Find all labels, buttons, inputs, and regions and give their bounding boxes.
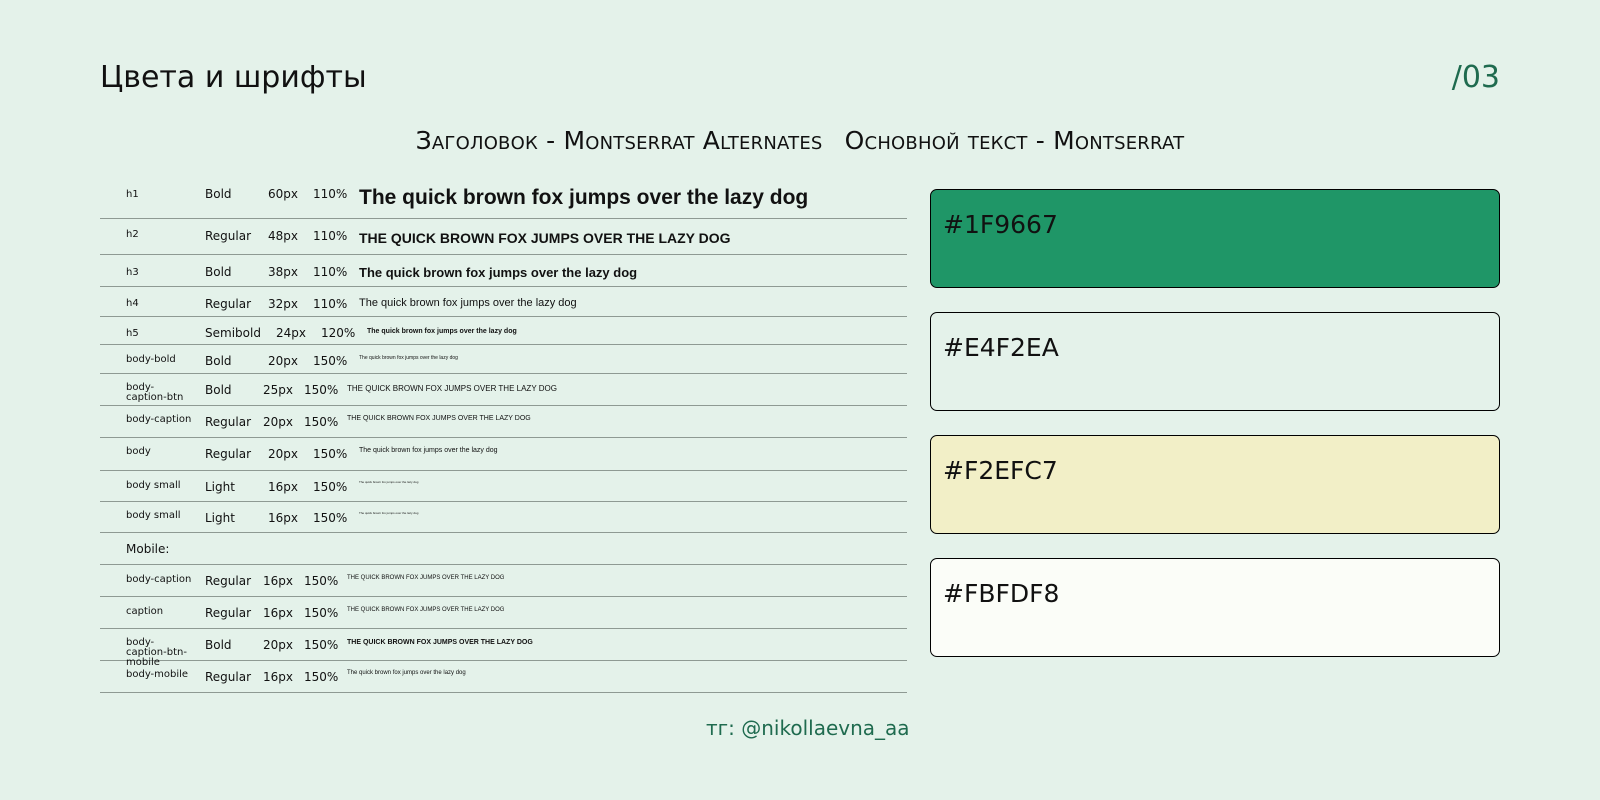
style-name: h3 [126, 267, 139, 278]
color-hex-label: #FBFDF8 [943, 579, 1060, 608]
style-sample: THE QUICK BROWN FOX JUMPS OVER THE LAZY DOG [347, 639, 533, 646]
typography-row [100, 438, 907, 471]
style-line-height: 150% [313, 511, 348, 525]
style-line-height: 150% [313, 480, 348, 494]
style-weight: Bold [205, 383, 232, 397]
style-sample: The quick brown fox jumps over the lazy dog [359, 447, 498, 454]
style-size: 25px [263, 383, 293, 397]
color-swatch [930, 189, 1500, 288]
typography-row [100, 502, 907, 533]
style-line-height: 110% [313, 265, 348, 279]
style-weight: Regular [205, 606, 252, 620]
style-sample: THE QUICK BROWN FOX JUMPS OVER THE LAZY DOG [347, 415, 531, 422]
style-weight: Bold [205, 187, 232, 201]
style-line-height: 150% [313, 447, 348, 461]
style-sample: The quick brown fox jumps over the lazy dog [359, 265, 638, 280]
page-number: /03 [1451, 60, 1500, 95]
typography-row [100, 406, 907, 438]
style-line-height: 150% [304, 574, 339, 588]
style-sample: The quick brown fox jumps over the lazy dog [359, 186, 809, 209]
style-name: body-caption [126, 574, 192, 585]
style-sample: The quick brown fox jumps over the lazy dog [347, 670, 466, 676]
body-font-label: Основной текст - Montserrat [844, 126, 1185, 155]
style-size: 16px [263, 606, 293, 620]
style-sample: THE QUICK BROWN FOX JUMPS OVER THE LAZY DOG [347, 575, 505, 581]
style-sample: THE QUICK BROWN FOX JUMPS OVER THE LAZY DOG [347, 384, 557, 393]
typography-row [100, 597, 907, 629]
style-name: body small [126, 480, 181, 491]
style-name: h4 [126, 298, 139, 309]
style-sample: The quick brown fox jumps over the lazy dog [367, 328, 517, 335]
style-sample: THE QUICK BROWN FOX JUMPS OVER THE LAZY DOG [347, 607, 505, 613]
style-size: 16px [263, 574, 293, 588]
style-weight: Regular [205, 574, 252, 588]
style-name: body-mobile [126, 669, 189, 680]
style-name: h1 [126, 189, 139, 200]
typography-row [100, 661, 907, 693]
style-name: body small [126, 510, 181, 521]
style-size: 48px [268, 229, 298, 243]
style-line-height: 110% [313, 297, 348, 311]
typography-row [100, 287, 907, 317]
style-name: caption [126, 606, 164, 617]
style-line-height: 120% [321, 326, 356, 340]
style-name: body-caption [126, 414, 192, 425]
typography-row [100, 345, 907, 374]
style-line-height: 110% [313, 229, 348, 243]
color-hex-label: #F2EFC7 [943, 456, 1058, 485]
mobile-section-row [100, 533, 907, 565]
typography-row [100, 255, 907, 287]
typography-row [100, 317, 907, 345]
style-weight: Light [205, 480, 235, 494]
style-sample: The quick brown fox jumps over the lazy dog [359, 480, 419, 484]
style-size: 60px [268, 187, 298, 201]
style-line-height: 150% [313, 354, 348, 368]
style-name: body [126, 446, 151, 457]
style-size: 20px [268, 354, 298, 368]
style-line-height: 110% [313, 187, 348, 201]
color-hex-label: #1F9667 [943, 210, 1058, 239]
style-size: 16px [268, 511, 298, 525]
style-weight: Regular [205, 297, 252, 311]
color-swatch [930, 435, 1500, 534]
style-weight: Regular [205, 229, 252, 243]
style-name: body-caption-btn-mobile [126, 637, 187, 668]
style-size: 20px [263, 415, 293, 429]
typography-row [100, 471, 907, 502]
style-sample: The quick brown fox jumps over the lazy dog [359, 511, 419, 515]
style-sample: The quick brown fox jumps over the lazy dog [359, 297, 577, 309]
style-size: 32px [268, 297, 298, 311]
style-size: 16px [263, 670, 293, 684]
style-size: 38px [268, 265, 298, 279]
typography-row [100, 219, 907, 255]
color-hex-label: #E4F2EA [943, 333, 1059, 362]
typography-row [100, 374, 907, 406]
color-swatch [930, 312, 1500, 411]
style-weight: Bold [205, 354, 232, 368]
style-weight: Regular [205, 415, 252, 429]
fonts-line [0, 126, 1600, 155]
mobile-label: Mobile: [126, 542, 170, 556]
style-line-height: 150% [304, 638, 339, 652]
style-weight: Bold [205, 265, 232, 279]
style-sample: The quick brown fox jumps over the lazy dog [359, 355, 458, 361]
style-line-height: 150% [304, 606, 339, 620]
style-name: h5 [126, 328, 139, 339]
style-weight: Light [205, 511, 235, 525]
style-name: h2 [126, 229, 139, 240]
style-size: 24px [276, 326, 306, 340]
style-line-height: 150% [304, 383, 339, 397]
style-weight: Regular [205, 447, 252, 461]
style-name: body-caption-btn [126, 382, 184, 403]
style-size: 20px [268, 447, 298, 461]
style-size: 16px [268, 480, 298, 494]
typography-row [100, 565, 907, 597]
heading-font-label: Заголовок - Montserrat Alternates [415, 126, 823, 155]
style-name: body-bold [126, 354, 176, 365]
style-line-height: 150% [304, 670, 339, 684]
style-weight: Regular [205, 670, 252, 684]
typography-row [100, 182, 907, 219]
color-swatch [930, 558, 1500, 657]
style-sample: THE QUICK BROWN FOX JUMPS OVER THE LAZY DOG [359, 230, 731, 246]
style-weight: Bold [205, 638, 232, 652]
typography-table [100, 182, 907, 693]
style-size: 20px [263, 638, 293, 652]
style-weight: Semibold [205, 326, 261, 340]
page-title: Цвета и шрифты [100, 60, 367, 95]
telegram-contact[interactable]: тг: @nikollaevna_aa [706, 716, 910, 740]
typography-row [100, 629, 907, 668]
style-line-height: 150% [304, 415, 339, 429]
